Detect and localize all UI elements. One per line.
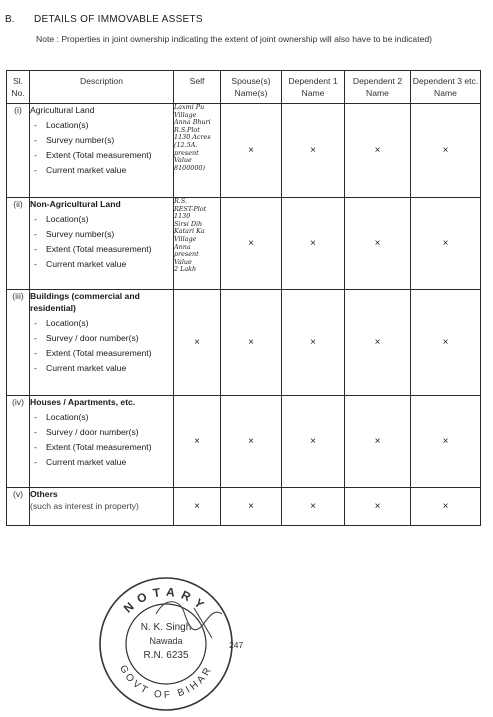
col-header-dependent-1: Dependent 1 Name (282, 71, 345, 104)
list-item: - Current market value (30, 456, 173, 468)
row-description (30, 396, 174, 488)
cross-mark: × (174, 290, 221, 396)
cross-mark: × (221, 396, 282, 488)
cross-mark: × (411, 488, 481, 526)
cross-mark: × (345, 488, 411, 526)
table-row (7, 198, 481, 290)
cross-mark: × (282, 396, 345, 488)
table-row (7, 488, 481, 526)
row-category: Others (30, 489, 58, 499)
seal-top-text: NOTARY (120, 584, 212, 616)
row-category: Agricultural Land (30, 105, 95, 115)
col-header-description: Description (30, 71, 174, 104)
immovable-assets-table (6, 70, 481, 526)
section-note: Note : Properties in joint ownership indicating the extent of joint ownership will also have to be indicated) (36, 34, 433, 44)
list-item: - Current market value (30, 362, 173, 374)
page-number: 247 (229, 640, 244, 650)
handwritten-self-entry: Laxmi Pu Village Anna Bhuri R.S.Plot 1130 Acres (12.5A. present Value 8100000) (174, 104, 221, 198)
col-header-dependent-2: Dependent 2 Name (345, 71, 411, 104)
row-description (30, 488, 174, 526)
cross-mark: × (221, 290, 282, 396)
cross-mark: × (411, 290, 481, 396)
row-category: Houses / Apartments, etc. (30, 397, 136, 407)
cross-mark: × (221, 198, 282, 290)
col-header-dependent-3: Dependent 3 etc. Name (411, 71, 481, 104)
cross-mark: × (282, 290, 345, 396)
cross-mark: × (411, 396, 481, 488)
table-header-row (7, 71, 481, 104)
section-heading: DETAILS OF IMMOVABLE ASSETS (34, 14, 203, 25)
list-item: - Location(s) (30, 317, 173, 329)
row-sl: (iv) (7, 396, 30, 488)
row-sl: (ii) (7, 198, 30, 290)
row-items (30, 411, 173, 468)
row-category: Non-Agricultural Land (30, 199, 121, 209)
col-header-self: Self (174, 71, 221, 104)
list-item: - Survey / door number(s) (30, 426, 173, 438)
cross-mark: × (282, 198, 345, 290)
table-row (7, 290, 481, 396)
list-item: - Survey number(s) (30, 134, 173, 146)
handwritten-self-entry: R.S. REST-Plot 1130 Sirsi Dih Katari Ka Village Anna present Value 2 Lakh (174, 198, 221, 290)
section-letter: B. (5, 14, 15, 25)
row-items (30, 119, 173, 176)
row-description (30, 198, 174, 290)
list-item: - Extent (Total measurement) (30, 347, 173, 359)
table-row (7, 396, 481, 488)
row-items (30, 213, 173, 270)
list-item: - Location(s) (30, 411, 173, 423)
cross-mark: × (221, 104, 282, 198)
cross-mark: × (345, 290, 411, 396)
cross-mark: × (411, 198, 481, 290)
cross-mark: × (345, 198, 411, 290)
seal-bottom-text: GOVT OF BIHAR (116, 663, 215, 702)
row-sl: (i) (7, 104, 30, 198)
col-header-spouse: Spouse(s) Name(s) (221, 71, 282, 104)
cross-mark: × (174, 488, 221, 526)
row-items (30, 317, 173, 374)
list-item: - Current market value (30, 258, 173, 270)
cross-mark: × (411, 104, 481, 198)
row-sl: (v) (7, 488, 30, 526)
list-item: - Extent (Total measurement) (30, 149, 173, 161)
cross-mark: × (282, 104, 345, 198)
notary-seal (96, 574, 236, 714)
row-subtext: (such as interest in property) (30, 501, 139, 511)
cross-mark: × (221, 488, 282, 526)
row-category: Buildings (commercial and residential) (30, 291, 140, 313)
list-item: - Location(s) (30, 213, 173, 225)
seal-area: Nawada (149, 636, 183, 646)
list-item: - Extent (Total measurement) (30, 441, 173, 453)
list-item: - Current market value (30, 164, 173, 176)
seal-name: N. K. Singh (140, 622, 192, 633)
seal-registration: R.N. 6235 (143, 650, 189, 661)
row-sl: (iii) (7, 290, 30, 396)
cross-mark: × (174, 396, 221, 488)
list-item: - Survey / door number(s) (30, 332, 173, 344)
cross-mark: × (282, 488, 345, 526)
cross-mark: × (345, 396, 411, 488)
row-description (30, 290, 174, 396)
list-item: - Extent (Total measurement) (30, 243, 173, 255)
list-item: - Location(s) (30, 119, 173, 131)
table-row (7, 104, 481, 198)
row-description (30, 104, 174, 198)
col-header-sl: Sl. No. (7, 71, 30, 104)
list-item: - Survey number(s) (30, 228, 173, 240)
cross-mark: × (345, 104, 411, 198)
